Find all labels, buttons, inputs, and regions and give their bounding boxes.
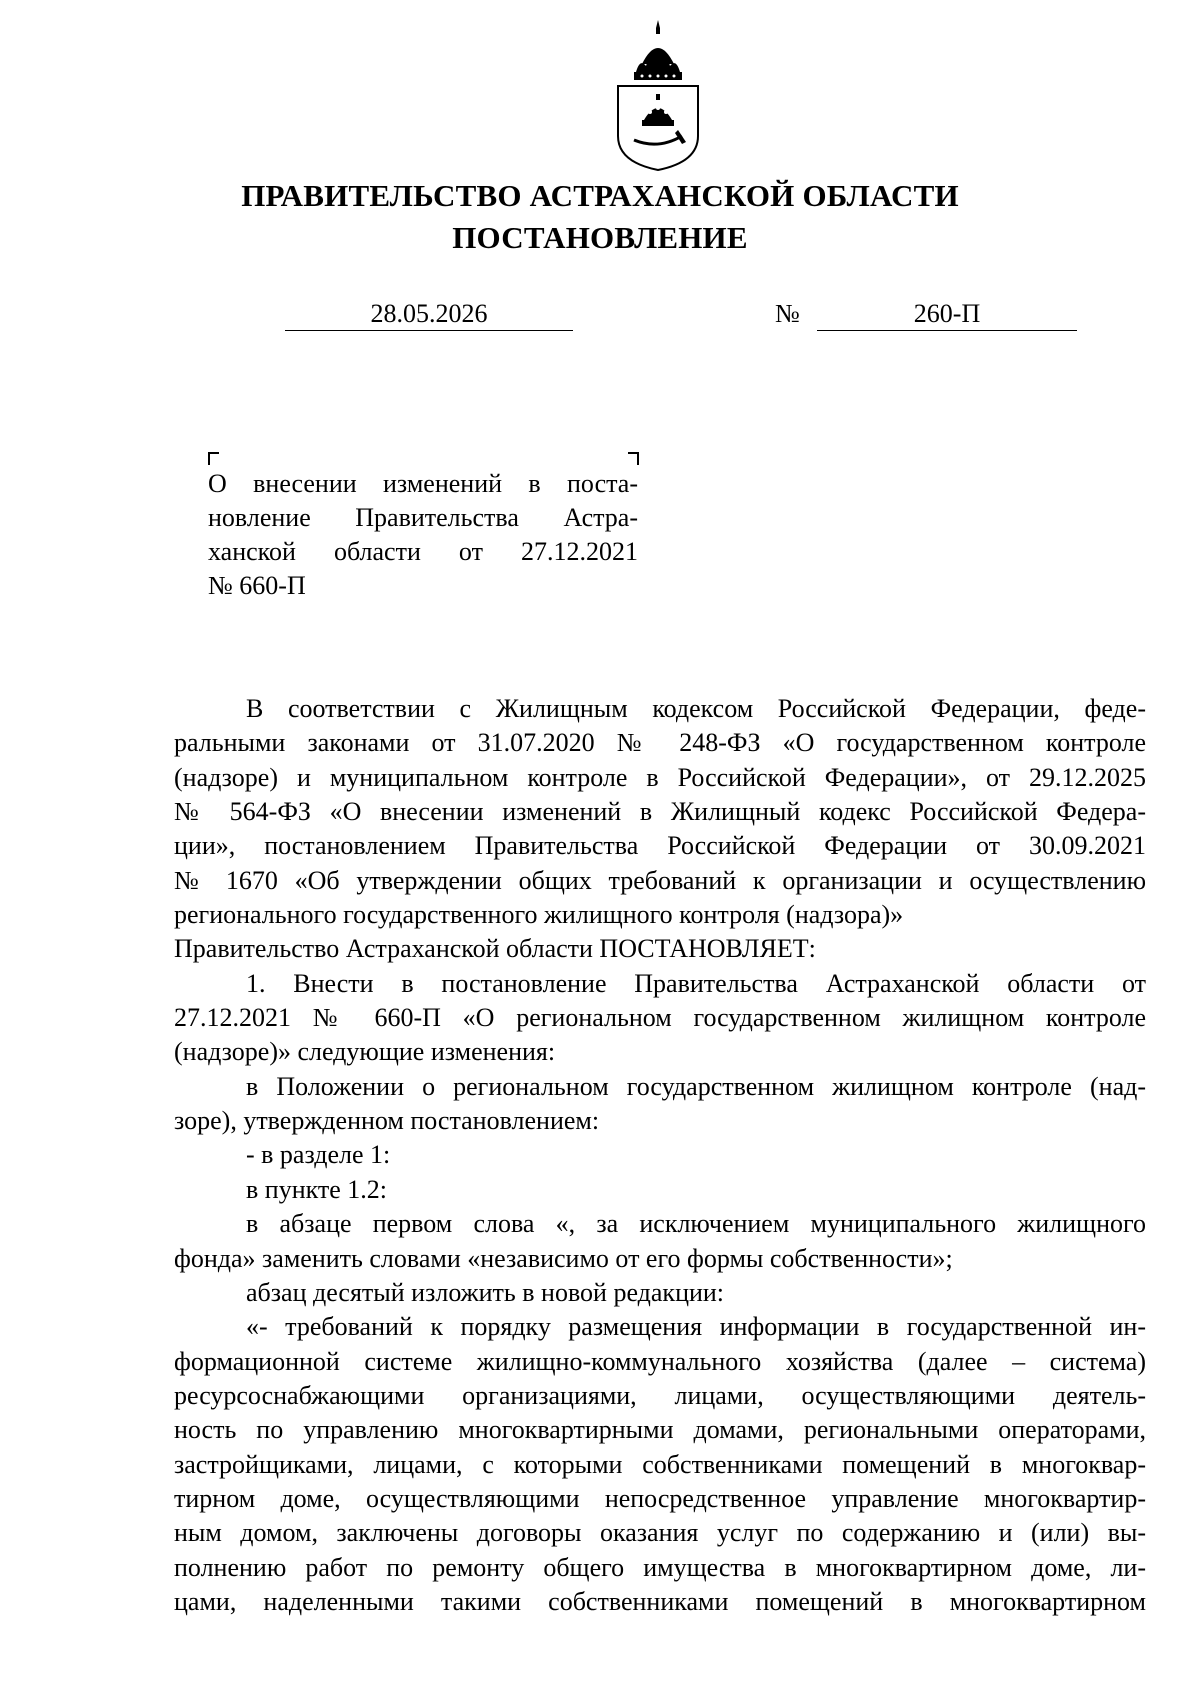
body-line: фонда» заменить словами «независимо от его формы собственности»;	[174, 1243, 953, 1273]
body-line: формационной системе жилищно-коммунального хозяйства (далее – система)	[174, 1346, 1146, 1376]
body-line: в абзаце первом слова «, за исключением муниципального жилищного	[246, 1209, 1146, 1239]
emblem	[612, 16, 704, 174]
body-line: 1. Внести в постановление Правительства Астраханской области от	[246, 968, 1146, 998]
subject-line: О внесении изменений в поста-	[208, 469, 638, 498]
document-subject	[208, 467, 638, 603]
body-line: абзац десятый изложить в новой редакции:	[246, 1277, 725, 1307]
subject-line: новление Правительства Астра-	[208, 503, 638, 532]
body-line: В соответствии с Жилищным кодексом Российской Федерации, феде-	[246, 694, 1146, 723]
body-line: зоре), утвержденном постановлением:	[174, 1106, 600, 1136]
astrakhan-coat-of-arms-icon	[612, 16, 704, 174]
body-line: ность по управлению многоквартирными домами, региональными операторами,	[174, 1415, 1146, 1445]
body-line: цами, наделенными такими собственниками помещений в многоквартирном	[174, 1586, 1146, 1616]
org-title: ПРАВИТЕЛЬСТВО АСТРАХАНСКОЙ ОБЛАСТИ	[241, 178, 959, 213]
subject-corner-right	[628, 452, 639, 465]
document-type: ПОСТАНОВЛЕНИЕ	[452, 220, 748, 255]
body-line: ции», постановлением Правительства Российской Федерации от 30.09.2021	[174, 831, 1146, 861]
subject-line: ханской области от 27.12.2021	[208, 537, 638, 566]
document-date: 28.05.2026	[285, 298, 573, 331]
body-line: (надзоре) и муниципальном контроле в Российской Федерации», от 29.12.2025	[174, 762, 1146, 792]
body-line: ральными законами от 31.07.2020 № 248-ФЗ «О государственном контроле	[174, 728, 1146, 758]
body-line: Правительство Астраханской области ПОСТАНОВЛЯЕТ:	[174, 934, 816, 964]
document-body	[174, 692, 1146, 1619]
body-line: регионального государственного жилищного контроля (надзора)»	[174, 900, 904, 930]
body-line: - в разделе 1:	[246, 1140, 391, 1170]
body-line: «- требований к порядку размещения информации в государственной ин-	[246, 1312, 1146, 1342]
body-line: (надзоре)» следующие изменения:	[174, 1037, 556, 1067]
body-line: ным домом, заключены договоры оказания услуг по содержанию и (или) вы-	[174, 1518, 1146, 1548]
body-line: № 564-ФЗ «О внесении изменений в Жилищный кодекс Российской Федера-	[174, 797, 1146, 827]
body-line: 27.12.2021 № 660-П «О региональном государственном жилищном контроле	[174, 1003, 1146, 1033]
body-line: в пункте 1.2:	[246, 1174, 388, 1204]
body-line: в Положении о региональном государственном жилищном контроле (над-	[246, 1071, 1146, 1101]
body-line: застройщиками, лицами, с которыми собственниками помещений в многоквар-	[174, 1449, 1146, 1479]
subject-line: № 660-П	[208, 571, 306, 600]
body-line: полнению работ по ремонту общего имущества в многоквартирном доме, ли-	[174, 1552, 1146, 1582]
body-line: № 1670 «Об утверждении общих требований к организации и осуществлению	[174, 865, 1146, 895]
document-number: 260-П	[817, 298, 1077, 331]
number-sign: №	[775, 299, 800, 328]
body-line: тирном доме, осуществляющими непосредственное управление многоквартир-	[174, 1483, 1146, 1513]
body-line: ресурсоснабжающими организациями, лицами, осуществляющими деятель-	[174, 1380, 1146, 1410]
subject-corner-left	[208, 452, 219, 465]
